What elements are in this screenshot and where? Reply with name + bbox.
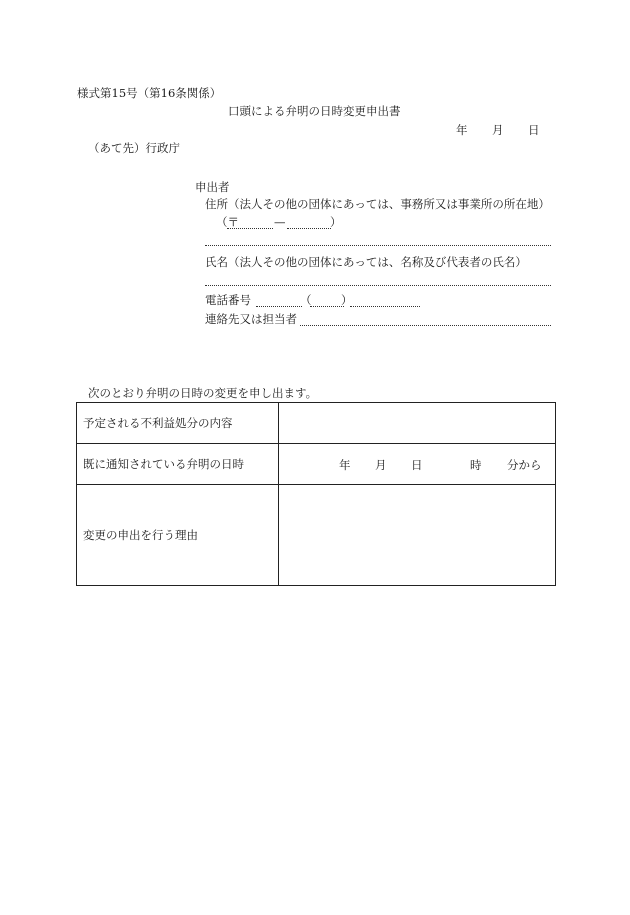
addressee: （あて先）行政庁 — [88, 141, 180, 155]
dt-day-unit: 日 — [411, 458, 423, 472]
contact-label: 連絡先又は担当者 — [205, 312, 297, 326]
disposition-field[interactable] — [279, 403, 556, 444]
postal-dash: — — [274, 215, 286, 229]
dt-month-unit: 月 — [375, 458, 387, 472]
address-label: 住所（法人その他の団体にあっては、事務所又は事業所の所在地） — [205, 197, 550, 211]
phone-field-2[interactable] — [310, 306, 344, 307]
contact-field[interactable] — [300, 325, 551, 326]
postal-close: ） — [330, 215, 342, 229]
phone-label: 電話番号 — [205, 293, 251, 307]
table-row — [77, 403, 556, 444]
postal-open: （〒 — [216, 215, 239, 229]
phone-field-3[interactable] — [350, 306, 420, 307]
row-label-disposition: 予定される不利益処分の内容 — [77, 403, 279, 444]
table-row — [77, 485, 556, 586]
dt-hour-unit: 時 — [470, 458, 482, 472]
notified-datetime-field[interactable] — [279, 444, 556, 485]
address-field[interactable] — [205, 245, 551, 246]
phone-open: （ — [300, 293, 312, 307]
name-label: 氏名（法人その他の団体にあっては、名称及び代表者の氏名） — [205, 255, 527, 269]
date-year-unit: 年 — [456, 123, 468, 137]
phone-close: ） — [341, 293, 353, 307]
row-label-notified-datetime: 既に通知されている弁明の日時 — [77, 444, 279, 485]
postal-code-field-2[interactable] — [287, 228, 331, 229]
request-table — [76, 402, 556, 586]
table-row — [77, 444, 556, 485]
postal-code-field-1[interactable] — [227, 228, 273, 229]
name-field[interactable] — [205, 285, 551, 286]
date-month-unit: 月 — [492, 123, 504, 137]
applicant-heading: 申出者 — [195, 180, 230, 194]
document-title: 口頭による弁明の日時変更申出書 — [228, 104, 401, 118]
form-number: 様式第15号（第16条関係） — [77, 86, 222, 100]
row-label-reason: 変更の申出を行う理由 — [77, 485, 279, 586]
dt-year-unit: 年 — [339, 458, 351, 472]
reason-field[interactable] — [279, 485, 556, 586]
dt-minute-unit: 分から — [507, 458, 542, 472]
phone-field-1[interactable] — [256, 306, 302, 307]
intro-text: 次のとおり弁明の日時の変更を申し出ます。 — [88, 386, 318, 400]
date-day-unit: 日 — [528, 123, 540, 137]
